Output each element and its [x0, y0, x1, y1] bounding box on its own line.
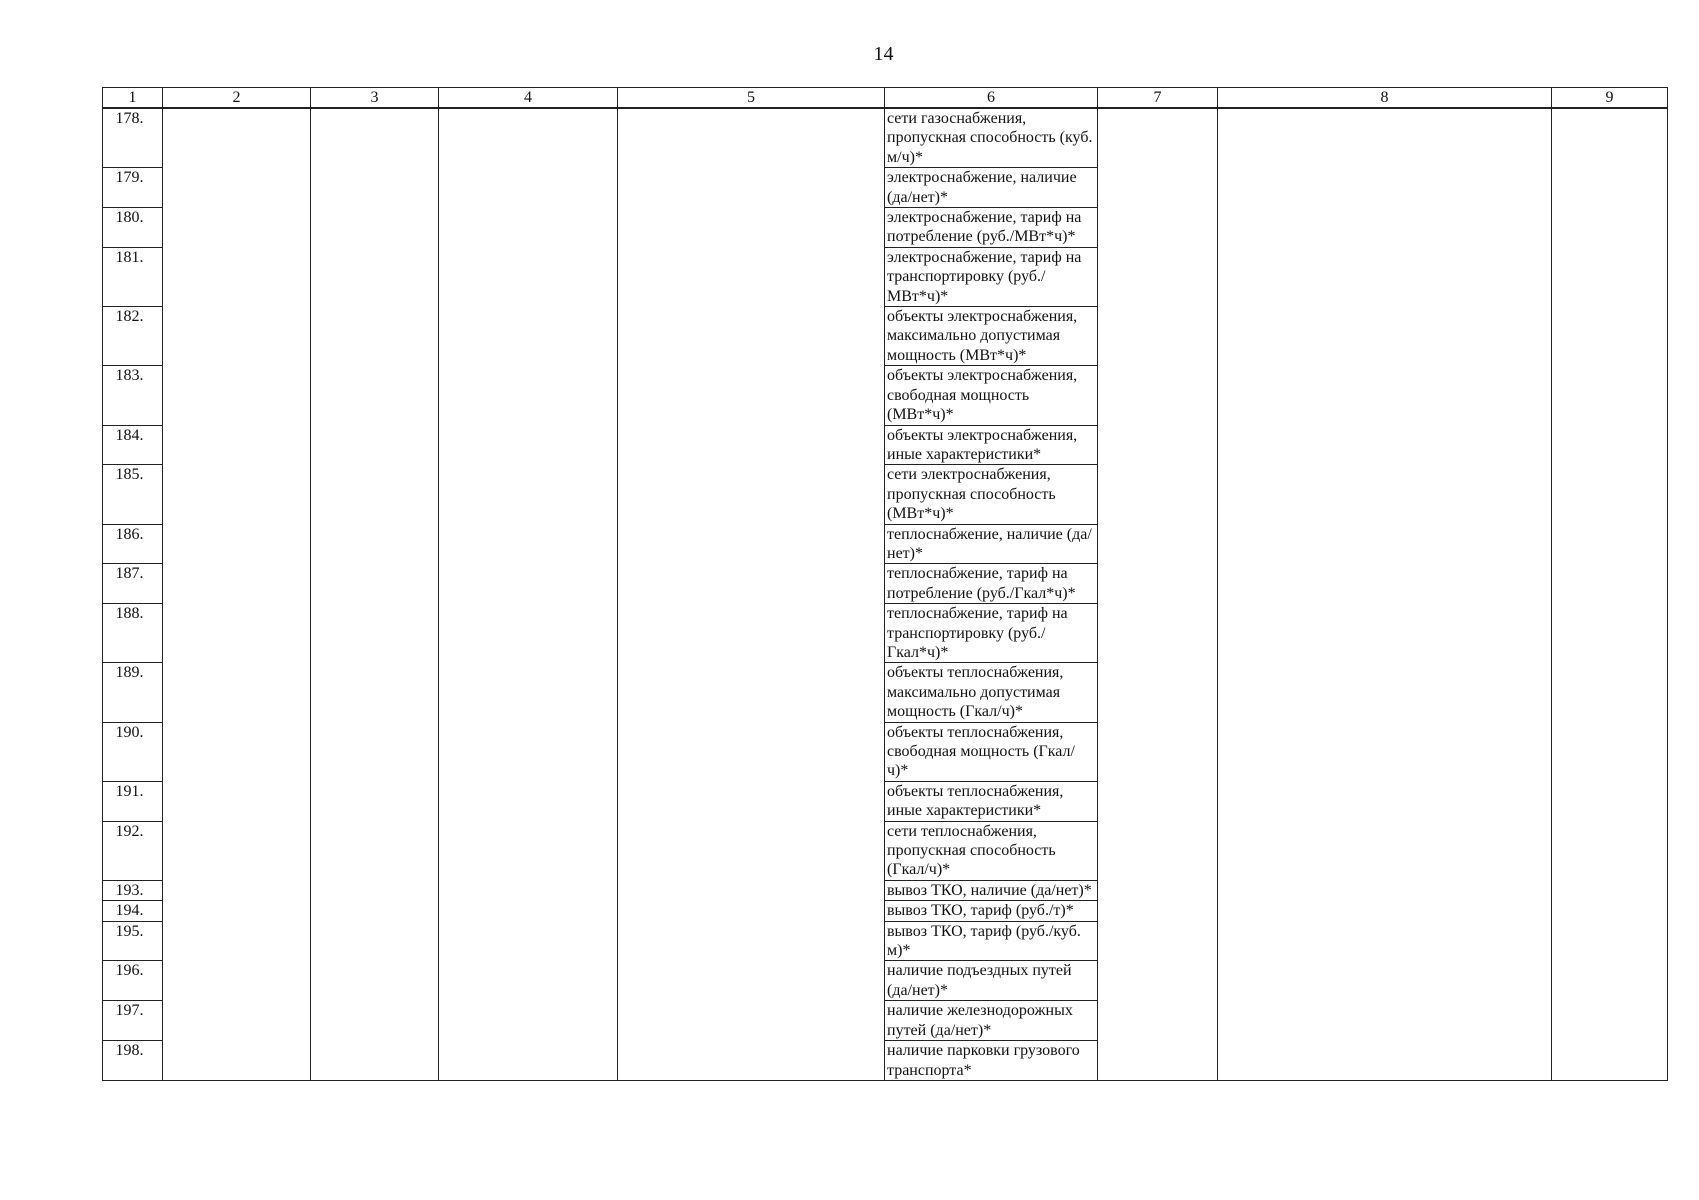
empty-cell: [1098, 366, 1218, 425]
empty-cell: [439, 1001, 618, 1041]
empty-cell: [1218, 821, 1552, 880]
row-number-cell: 197.: [103, 1001, 163, 1041]
empty-cell: [311, 781, 439, 821]
description-cell: электроснабжение, тариф на транспортировку (руб./МВт*ч)*: [885, 247, 1098, 306]
table-row: [103, 1001, 1668, 1041]
empty-cell: [1218, 880, 1552, 900]
column-header: 9: [1552, 88, 1668, 109]
empty-cell: [1098, 921, 1218, 961]
empty-cell: [439, 1041, 618, 1081]
empty-cell: [1218, 168, 1552, 208]
empty-cell: [1552, 821, 1668, 880]
empty-cell: [1098, 108, 1218, 168]
empty-cell: [439, 880, 618, 900]
table-row: [103, 564, 1668, 604]
empty-cell: [618, 781, 885, 821]
description-cell: объекты электроснабжения, максимально допустимая мощность (МВт*ч)*: [885, 307, 1098, 366]
empty-cell: [163, 1041, 311, 1081]
column-header: 8: [1218, 88, 1552, 109]
empty-cell: [1098, 781, 1218, 821]
empty-cell: [163, 821, 311, 880]
empty-cell: [163, 961, 311, 1001]
empty-cell: [1218, 781, 1552, 821]
row-number-cell: 182.: [103, 307, 163, 366]
empty-cell: [439, 108, 618, 168]
empty-cell: [618, 168, 885, 208]
description-cell: объекты теплоснабжения, максимально допустимая мощность (Гкал/ч)*: [885, 663, 1098, 722]
empty-cell: [1552, 1001, 1668, 1041]
empty-cell: [311, 366, 439, 425]
empty-cell: [1098, 208, 1218, 248]
empty-cell: [1552, 663, 1668, 722]
empty-cell: [1218, 425, 1552, 465]
empty-cell: [439, 921, 618, 961]
empty-cell: [1552, 524, 1668, 564]
empty-cell: [163, 465, 311, 524]
empty-cell: [439, 208, 618, 248]
empty-cell: [163, 208, 311, 248]
empty-cell: [1098, 663, 1218, 722]
row-number-cell: 187.: [103, 564, 163, 604]
description-cell: наличие подъездных путей (да/нет)*: [885, 961, 1098, 1001]
row-number-cell: 198.: [103, 1041, 163, 1081]
empty-cell: [1098, 564, 1218, 604]
empty-cell: [1552, 208, 1668, 248]
empty-cell: [1098, 961, 1218, 1001]
empty-cell: [1218, 921, 1552, 961]
empty-cell: [1098, 604, 1218, 663]
table-row: [103, 366, 1668, 425]
empty-cell: [311, 524, 439, 564]
empty-cell: [1552, 425, 1668, 465]
row-number-cell: 185.: [103, 465, 163, 524]
empty-cell: [1552, 465, 1668, 524]
empty-cell: [439, 722, 618, 781]
empty-cell: [163, 366, 311, 425]
empty-cell: [1218, 524, 1552, 564]
description-cell: наличие парковки грузового транспорта*: [885, 1041, 1098, 1081]
header-row: [103, 88, 1668, 109]
empty-cell: [163, 921, 311, 961]
empty-cell: [618, 722, 885, 781]
table-row: [103, 208, 1668, 248]
empty-cell: [1098, 425, 1218, 465]
empty-cell: [163, 1001, 311, 1041]
description-cell: объекты теплоснабжения, свободная мощность (Гкал/ч)*: [885, 722, 1098, 781]
empty-cell: [618, 208, 885, 248]
empty-cell: [1218, 465, 1552, 524]
table-row: [103, 425, 1668, 465]
row-number-cell: 181.: [103, 247, 163, 306]
empty-cell: [1098, 821, 1218, 880]
table-row: [103, 247, 1668, 306]
empty-cell: [1218, 1041, 1552, 1081]
empty-cell: [1098, 901, 1218, 921]
table-row: [103, 524, 1668, 564]
row-number-cell: 186.: [103, 524, 163, 564]
description-cell: сети теплоснабжения, пропускная способность (Гкал/ч)*: [885, 821, 1098, 880]
empty-cell: [618, 961, 885, 1001]
table-row: [103, 880, 1668, 900]
empty-cell: [163, 604, 311, 663]
empty-cell: [439, 821, 618, 880]
empty-cell: [1098, 880, 1218, 900]
empty-cell: [1218, 901, 1552, 921]
empty-cell: [163, 722, 311, 781]
empty-cell: [618, 425, 885, 465]
empty-cell: [1218, 604, 1552, 663]
empty-cell: [618, 465, 885, 524]
empty-cell: [311, 1001, 439, 1041]
description-cell: объекты теплоснабжения, иные характеристики*: [885, 781, 1098, 821]
empty-cell: [1552, 901, 1668, 921]
empty-cell: [163, 880, 311, 900]
empty-cell: [311, 821, 439, 880]
table-row: [103, 168, 1668, 208]
empty-cell: [311, 307, 439, 366]
empty-cell: [618, 564, 885, 604]
table-body: [103, 108, 1668, 1080]
empty-cell: [439, 524, 618, 564]
empty-cell: [163, 168, 311, 208]
row-number-cell: 193.: [103, 880, 163, 900]
empty-cell: [1218, 108, 1552, 168]
description-cell: вывоз ТКО, тариф (руб./т)*: [885, 901, 1098, 921]
table-row: [103, 722, 1668, 781]
empty-cell: [311, 247, 439, 306]
empty-cell: [1552, 961, 1668, 1001]
column-header: 5: [618, 88, 885, 109]
empty-cell: [439, 604, 618, 663]
empty-cell: [1552, 366, 1668, 425]
description-cell: вывоз ТКО, наличие (да/нет)*: [885, 880, 1098, 900]
table-row: [103, 921, 1668, 961]
column-header: 1: [103, 88, 163, 109]
column-header: 3: [311, 88, 439, 109]
row-number-cell: 191.: [103, 781, 163, 821]
empty-cell: [311, 901, 439, 921]
description-cell: вывоз ТКО, тариф (руб./куб. м)*: [885, 921, 1098, 961]
empty-cell: [439, 901, 618, 921]
empty-cell: [163, 901, 311, 921]
empty-cell: [1098, 524, 1218, 564]
empty-cell: [1552, 1041, 1668, 1081]
empty-cell: [618, 366, 885, 425]
empty-cell: [1218, 564, 1552, 604]
row-number-cell: 192.: [103, 821, 163, 880]
empty-cell: [311, 208, 439, 248]
row-number-cell: 190.: [103, 722, 163, 781]
description-cell: объекты электроснабжения, иные характеристики*: [885, 425, 1098, 465]
empty-cell: [1098, 1041, 1218, 1081]
table-row: [103, 901, 1668, 921]
empty-cell: [1552, 168, 1668, 208]
table-row: [103, 663, 1668, 722]
row-number-cell: 188.: [103, 604, 163, 663]
empty-cell: [163, 524, 311, 564]
empty-cell: [1098, 307, 1218, 366]
row-number-cell: 179.: [103, 168, 163, 208]
empty-cell: [1552, 247, 1668, 306]
empty-cell: [1098, 465, 1218, 524]
empty-cell: [311, 921, 439, 961]
empty-cell: [163, 564, 311, 604]
empty-cell: [163, 425, 311, 465]
description-cell: объекты электроснабжения, свободная мощность (МВт*ч)*: [885, 366, 1098, 425]
empty-cell: [1552, 564, 1668, 604]
empty-cell: [439, 247, 618, 306]
row-number-cell: 184.: [103, 425, 163, 465]
empty-cell: [439, 961, 618, 1001]
column-header: 7: [1098, 88, 1218, 109]
table-row: [103, 781, 1668, 821]
empty-cell: [311, 425, 439, 465]
empty-cell: [1552, 307, 1668, 366]
column-header: 2: [163, 88, 311, 109]
empty-cell: [618, 604, 885, 663]
empty-cell: [311, 108, 439, 168]
empty-cell: [439, 366, 618, 425]
empty-cell: [311, 880, 439, 900]
empty-cell: [1098, 722, 1218, 781]
empty-cell: [439, 168, 618, 208]
description-cell: электроснабжение, наличие (да/нет)*: [885, 168, 1098, 208]
empty-cell: [439, 465, 618, 524]
empty-cell: [439, 425, 618, 465]
empty-cell: [163, 108, 311, 168]
empty-cell: [618, 108, 885, 168]
table-row: [103, 108, 1668, 168]
empty-cell: [618, 1041, 885, 1081]
empty-cell: [311, 465, 439, 524]
empty-cell: [311, 663, 439, 722]
table-row: [103, 961, 1668, 1001]
empty-cell: [618, 247, 885, 306]
description-cell: теплоснабжение, наличие (да/нет)*: [885, 524, 1098, 564]
row-number-cell: 183.: [103, 366, 163, 425]
table-row: [103, 821, 1668, 880]
empty-cell: [1098, 168, 1218, 208]
empty-cell: [1218, 366, 1552, 425]
column-header: 6: [885, 88, 1098, 109]
empty-cell: [1552, 604, 1668, 663]
table-row: [103, 604, 1668, 663]
description-cell: теплоснабжение, тариф на транспортировку (руб./Гкал*ч)*: [885, 604, 1098, 663]
empty-cell: [439, 663, 618, 722]
empty-cell: [163, 781, 311, 821]
column-header: 4: [439, 88, 618, 109]
description-cell: электроснабжение, тариф на потребление (руб./МВт*ч)*: [885, 208, 1098, 248]
row-number-cell: 194.: [103, 901, 163, 921]
description-cell: сети газоснабжения, пропускная способность (куб. м/ч)*: [885, 108, 1098, 168]
empty-cell: [618, 663, 885, 722]
table-row: [103, 307, 1668, 366]
empty-cell: [1218, 722, 1552, 781]
description-cell: наличие железнодорожных путей (да/нет)*: [885, 1001, 1098, 1041]
page-number: 14: [873, 43, 894, 65]
row-number-cell: 196.: [103, 961, 163, 1001]
empty-cell: [163, 663, 311, 722]
empty-cell: [618, 307, 885, 366]
empty-cell: [1098, 247, 1218, 306]
empty-cell: [618, 821, 885, 880]
empty-cell: [618, 1001, 885, 1041]
empty-cell: [311, 604, 439, 663]
empty-cell: [163, 307, 311, 366]
table-row: [103, 1041, 1668, 1081]
empty-cell: [1552, 722, 1668, 781]
empty-cell: [439, 781, 618, 821]
row-number-cell: 178.: [103, 108, 163, 168]
row-number-cell: 195.: [103, 921, 163, 961]
empty-cell: [1552, 781, 1668, 821]
empty-cell: [1552, 921, 1668, 961]
empty-cell: [618, 901, 885, 921]
row-number-cell: 189.: [103, 663, 163, 722]
empty-cell: [311, 961, 439, 1001]
table-row: [103, 465, 1668, 524]
empty-cell: [439, 307, 618, 366]
empty-cell: [1218, 247, 1552, 306]
empty-cell: [1218, 208, 1552, 248]
empty-cell: [163, 247, 311, 306]
empty-cell: [1218, 307, 1552, 366]
row-number-cell: 180.: [103, 208, 163, 248]
empty-cell: [1552, 108, 1668, 168]
description-cell: сети электроснабжения, пропускная способность (МВт*ч)*: [885, 465, 1098, 524]
empty-cell: [311, 1041, 439, 1081]
empty-cell: [439, 564, 618, 604]
empty-cell: [1218, 961, 1552, 1001]
empty-cell: [618, 880, 885, 900]
data-table: [102, 87, 1668, 1081]
empty-cell: [1218, 663, 1552, 722]
empty-cell: [618, 524, 885, 564]
empty-cell: [1218, 1001, 1552, 1041]
empty-cell: [618, 921, 885, 961]
description-cell: теплоснабжение, тариф на потребление (руб./Гкал*ч)*: [885, 564, 1098, 604]
empty-cell: [1552, 880, 1668, 900]
empty-cell: [311, 168, 439, 208]
empty-cell: [311, 722, 439, 781]
empty-cell: [1098, 1001, 1218, 1041]
empty-cell: [311, 564, 439, 604]
